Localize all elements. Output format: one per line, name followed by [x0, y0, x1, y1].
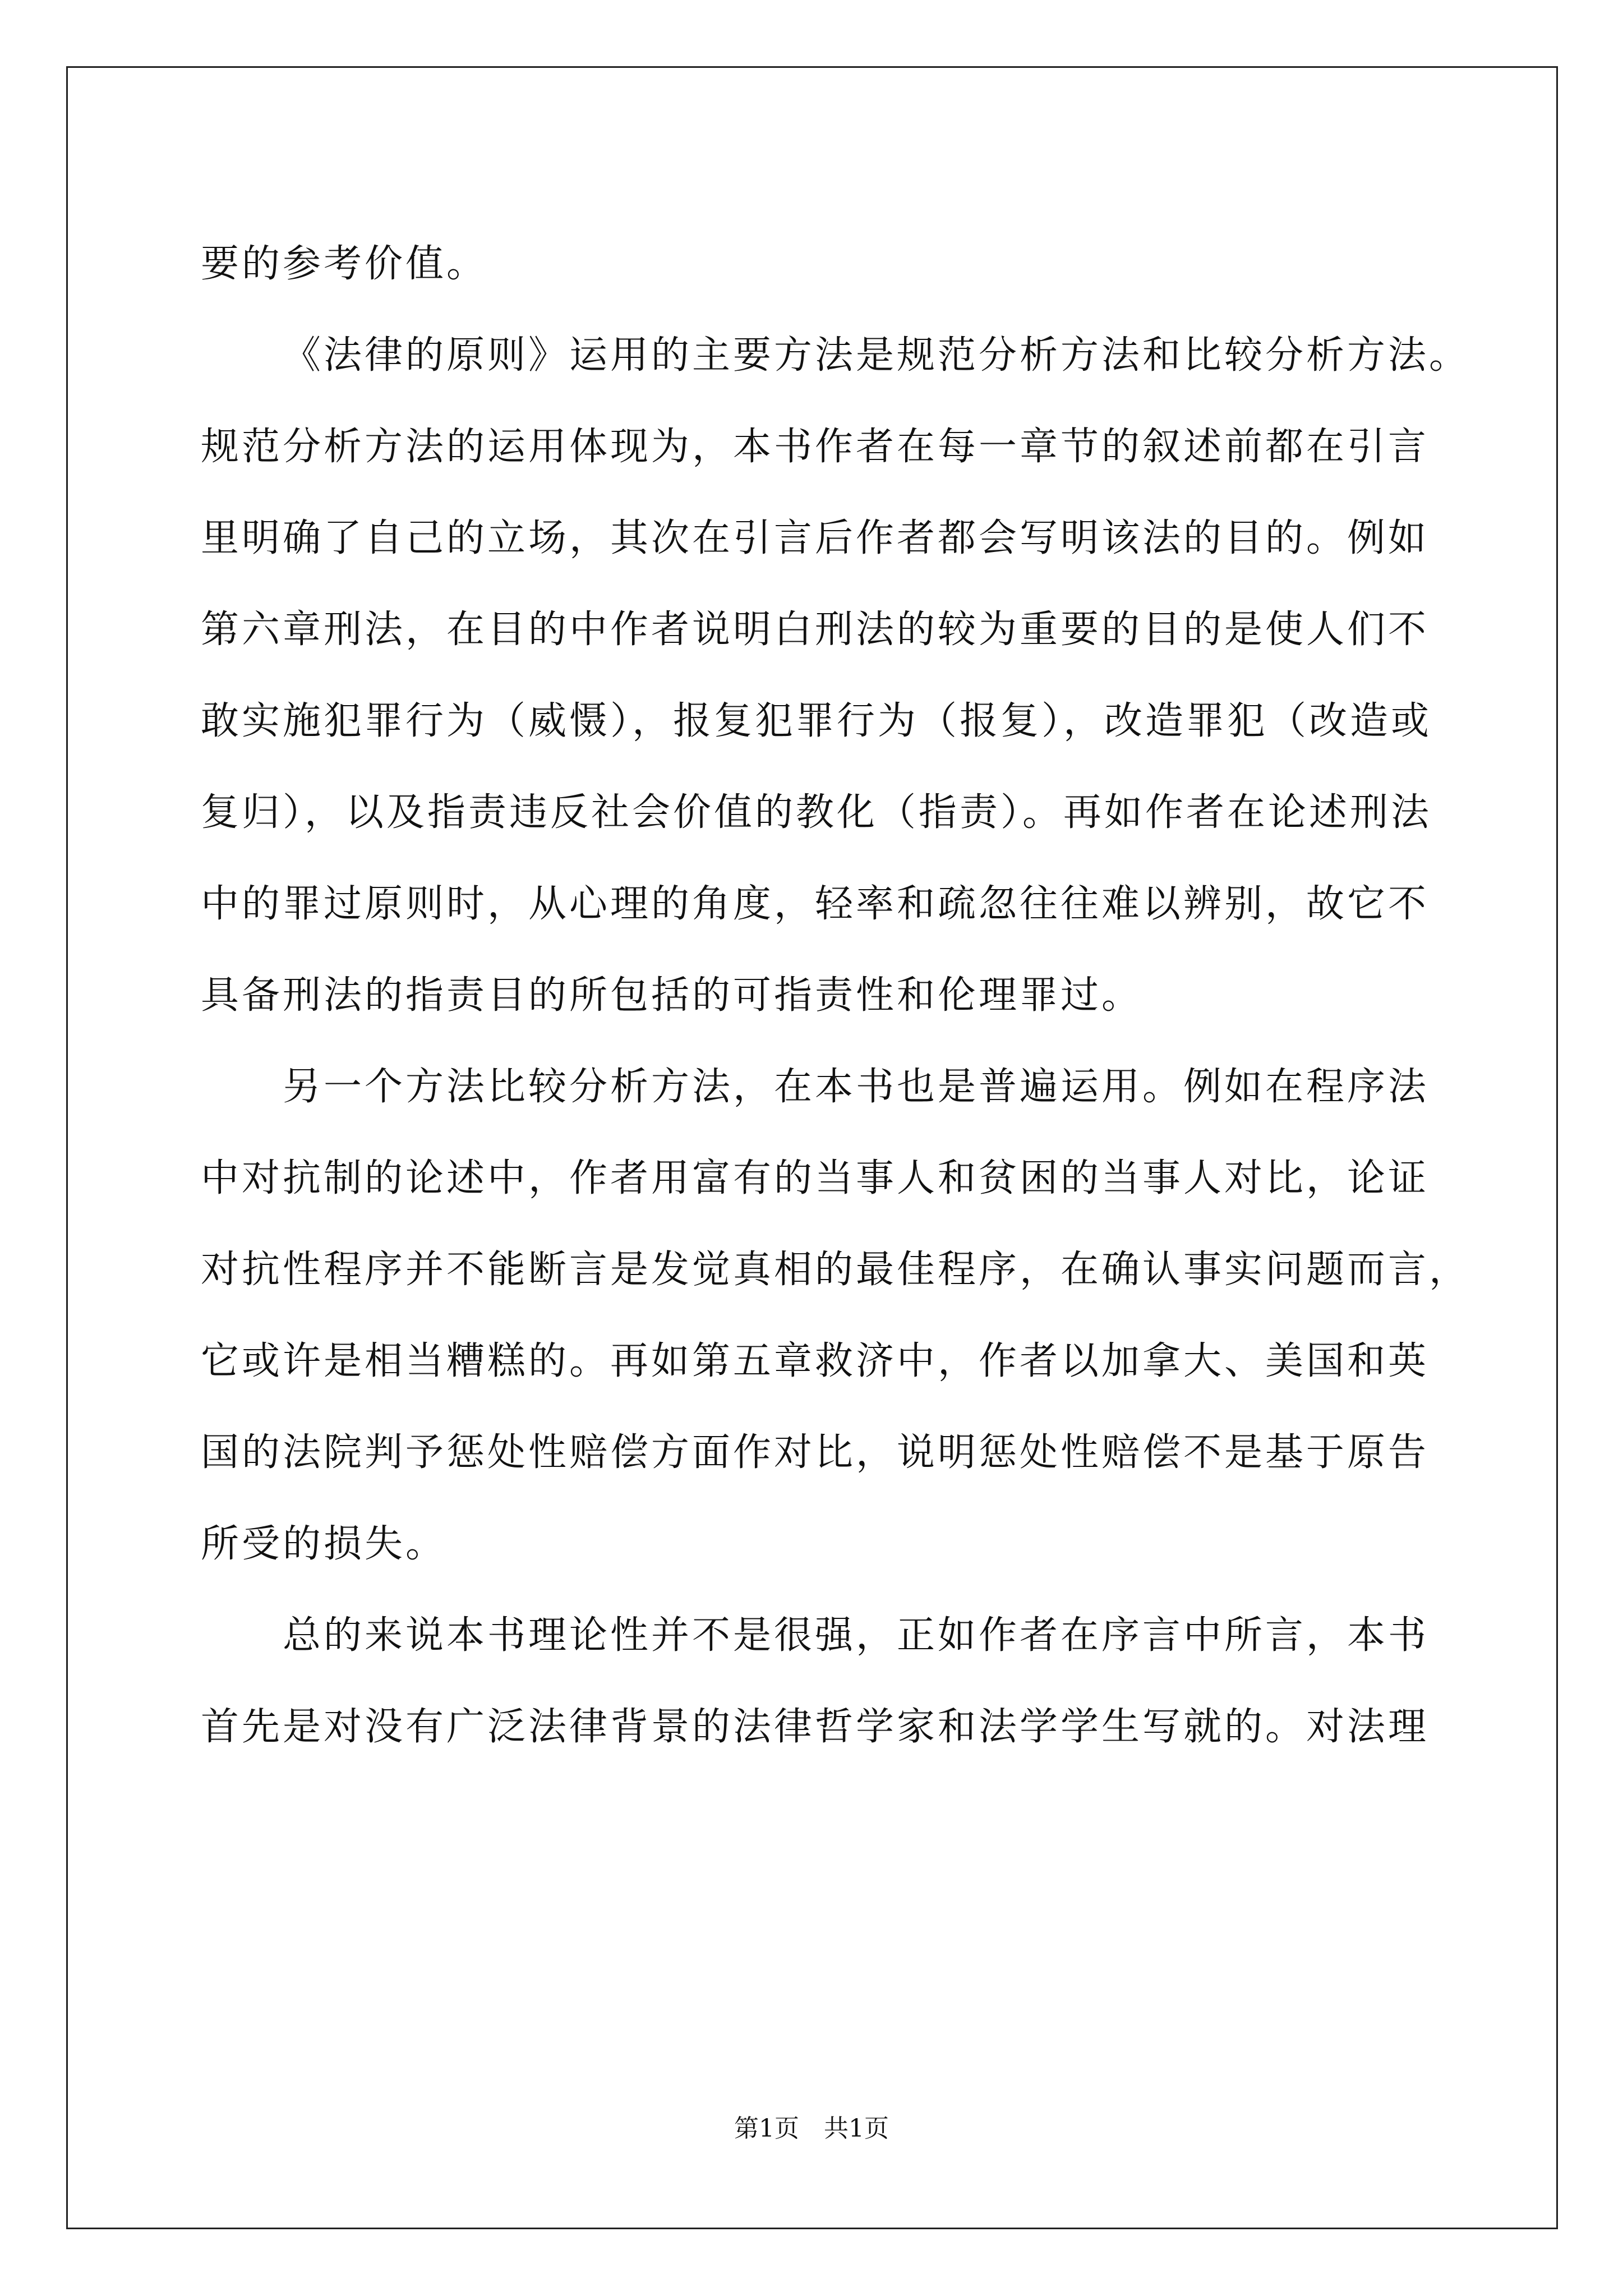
text-line: 第六章刑法，在目的中作者说明白刑法的较为重要的目的是使人们不 — [201, 608, 1430, 652]
text-line: 中对抗制的论述中，作者用富有的当事人和贫困的当事人对比，论证 — [201, 1156, 1430, 1200]
text-line: 中的罪过原则时，从心理的角度，轻率和疏忽往往难以辨别，故它不 — [201, 882, 1430, 926]
text-line: 要的参考价值。 — [201, 242, 488, 286]
text-line: 复归），以及指责违反社会价值的教化（指责）。再如作者在论述刑法 — [201, 790, 1432, 835]
text-line: 另一个方法比较分析方法，在本书也是普遍运用。例如在程序法 — [283, 1065, 1430, 1109]
text-line: 对抗性程序并不能断言是发觉真相的最佳程序，在确认事实问题而言， — [201, 1248, 1470, 1292]
text-line: 敢实施犯罪行为（威慑），报复犯罪行为（报复），改造罪犯（改造或 — [201, 699, 1432, 743]
text-line: 《法律的原则》运用的主要方法是规范分析方法和比较分析方法。 — [283, 333, 1470, 378]
text-line: 总的来说本书理论性并不是很强，正如作者在序言中所言，本书 — [283, 1613, 1430, 1658]
text-line: 规范分析方法的运用体现为，本书作者在每一章节的叙述前都在引言 — [201, 425, 1430, 469]
text-line: 具备刑法的指责目的所包括的可指责性和伦理罪过。 — [201, 973, 1143, 1018]
document-body — [201, 218, 1470, 1773]
text-line: 所受的损失。 — [201, 1522, 447, 1566]
text-line: 它或许是相当糟糕的。再如第五章救济中，作者以加拿大、美国和英 — [201, 1339, 1430, 1383]
text-line: 里明确了自己的立场，其次在引言后作者都会写明该法的目的。例如 — [201, 516, 1430, 560]
text-line: 首先是对没有广泛法律背景的法律哲学家和法学学生写就的。对法理 — [201, 1705, 1430, 1749]
text-line: 国的法院判予惩处性赔偿方面作对比，说明惩处性赔偿不是基于原告 — [201, 1430, 1430, 1475]
page-footer: 第1页 共1页 — [734, 2114, 889, 2143]
